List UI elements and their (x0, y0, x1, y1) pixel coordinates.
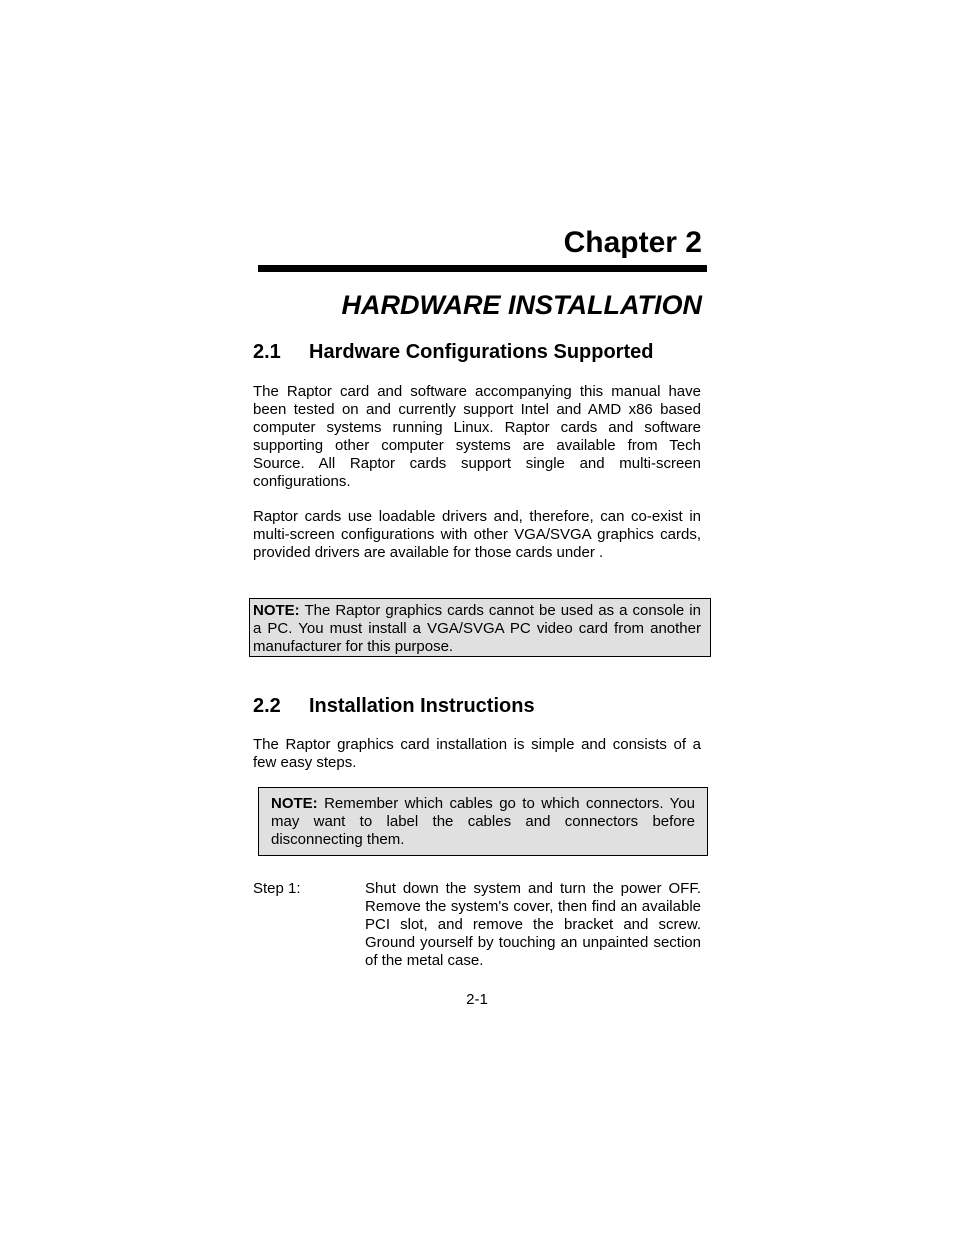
section-title: Hardware Configurations Supported (309, 341, 654, 363)
page-number: 2-1 (466, 991, 488, 1008)
section-title: Installation Instructions (309, 695, 535, 717)
part-title: HARDWARE INSTALLATION (341, 290, 702, 320)
chapter-title: Chapter 2 (563, 226, 702, 259)
step-label: Step 1: (253, 880, 301, 897)
step-text: Shut down the system and turn the power OFF. Remove the system's cover, then find an available PCI slot, and remove the bracket and screw. Ground yourself by touching an unpainted section of the metal case. (365, 880, 701, 969)
note-label: NOTE: (271, 795, 318, 812)
section-number: 2.1 (253, 341, 281, 363)
note-text: The Raptor graphics cards cannot be used as a console in a PC. You must install a VGA/SVGA PC video card from another manufacturer for this purpose. (253, 602, 701, 655)
paragraph-hardware-support: The Raptor card and software accompanying this manual have been tested on and currently support Intel and AMD x86 based computer systems running Linux. Raptor cards and software supporting other computer systems are available from Tech Source. All Raptor cards support single and multi-screen configurations. (253, 383, 701, 490)
paragraph-multi-screen: Raptor cards use loadable drivers and, therefore, can co-exist in multi-screen configurations with other VGA/SVGA graphics cards, provided drivers are available for those cards under . (253, 508, 701, 561)
paragraph-installation-intro: The Raptor graphics card installation is simple and consists of a few easy steps. (253, 736, 701, 771)
note-label: NOTE: (253, 602, 300, 619)
section-heading-2-2 (253, 693, 535, 719)
section-heading-2-1 (253, 339, 653, 365)
chapter-rule (258, 265, 707, 272)
note-text: Remember which cables go to which connectors. You may want to label the cables and connectors before disconnecting them. (271, 795, 695, 848)
note-box-cables (258, 787, 708, 856)
note-box-console (249, 598, 711, 657)
section-number: 2.2 (253, 695, 281, 717)
